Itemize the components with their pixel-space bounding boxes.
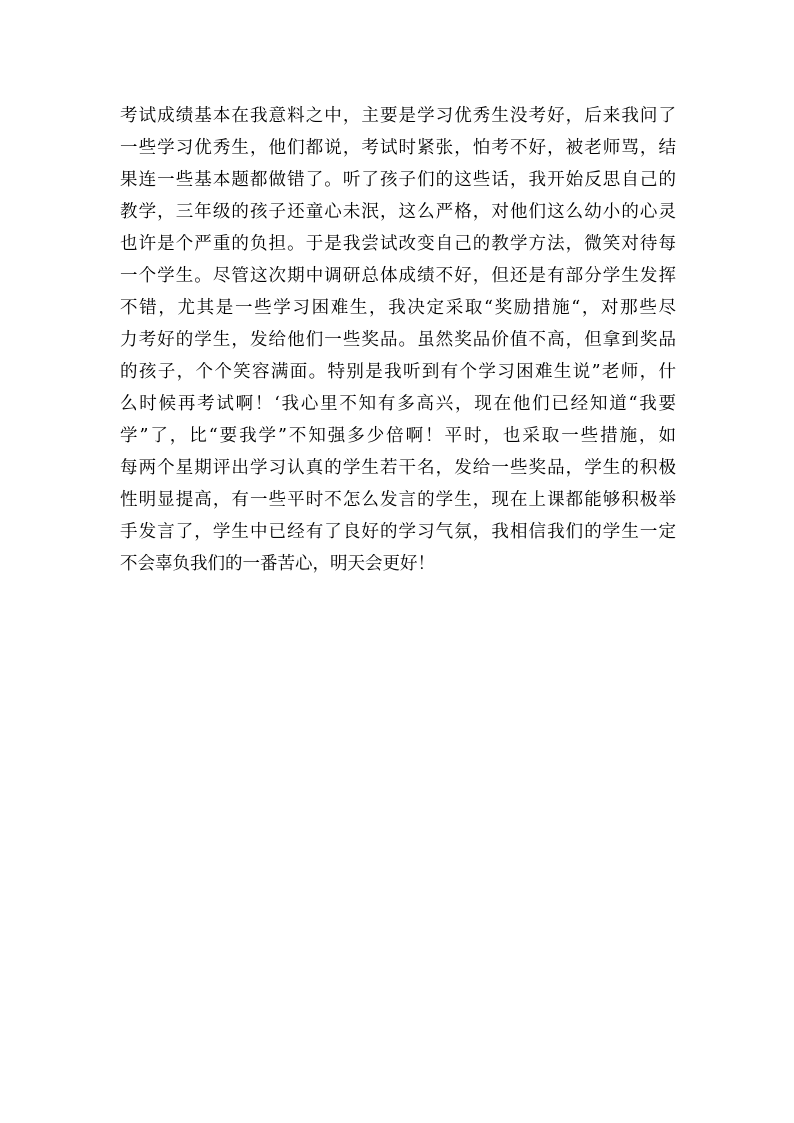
body-paragraph [120,100,676,580]
paragraph-line: 性明显提高，有一些平时不怎么发言的学生，现在上课都能够积极举 [120,490,676,510]
paragraph-line: 一些学习优秀生，他们都说，考试时紧张，怕考不好，被老师骂，结 [120,138,676,158]
paragraph-line: 的孩子，个个笑容满面。特别是我听到有个学习困难生说”老师，什 [120,362,676,382]
paragraph-line: 每两个星期评出学习认真的学生若干名，发给一些奖品，学生的积极 [120,458,676,478]
paragraph-line: 也许是个严重的负担。于是我尝试改变自己的教学方法，微笑对待每 [120,234,676,254]
paragraph-line: 不错，尤其是一些学习困难生，我决定采取“奖励措施“，对那些尽 [120,298,676,318]
paragraph-line: 教学，三年级的孩子还童心未泯，这么严格，对他们这么幼小的心灵 [120,202,676,222]
paragraph-line: 考试成绩基本在我意料之中，主要是学习优秀生没考好，后来我问了 [120,106,676,126]
paragraph-line: 学”了，比“要我学”不知强多少倍啊！平时，也采取一些措施，如 [120,426,676,446]
paragraph-line: 力考好的学生，发给他们一些奖品。虽然奖品价值不高，但拿到奖品 [120,330,676,350]
paragraph-line: 手发言了，学生中已经有了良好的学习气氛，我相信我们的学生一定 [120,522,676,542]
paragraph-line: 不会辜负我们的一番苦心，明天会更好！ [120,554,435,574]
paragraph-line: 一个学生。尽管这次期中调研总体成绩不好，但还是有部分学生发挥 [120,266,676,286]
paragraph-line: 果连一些基本题都做错了。听了孩子们的这些话，我开始反思自己的 [120,170,676,190]
paragraph-line: 么时候再考试啊！‘我心里不知有多高兴，现在他们已经知道“我要 [120,394,676,414]
